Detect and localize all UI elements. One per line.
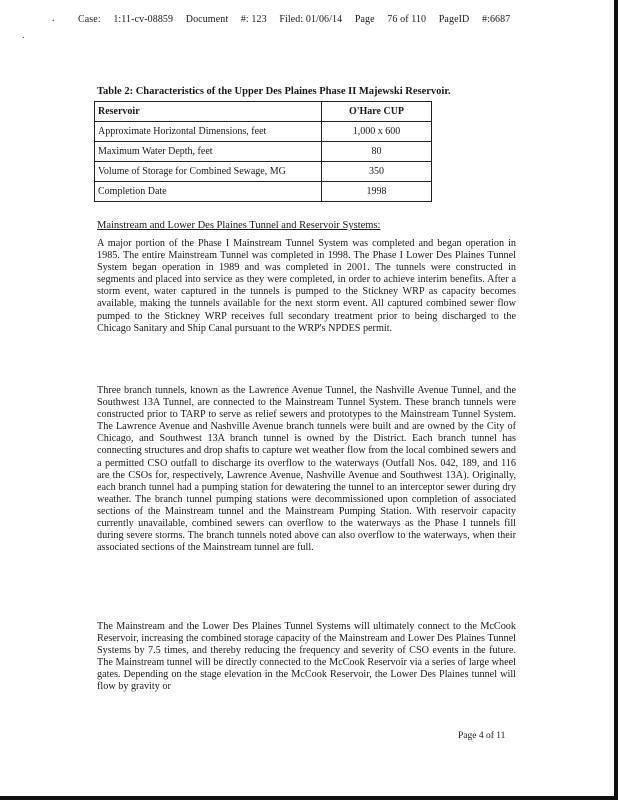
row-value: 350 xyxy=(322,162,432,182)
column-header-ohare-cup: O'Hare CUP xyxy=(322,102,432,122)
section-heading: Mainstream and Lower Des Plaines Tunnel and Reservoir Systems: xyxy=(97,220,381,231)
table-row xyxy=(95,182,432,202)
page-footer: Page 4 of 11 xyxy=(458,731,506,741)
scan-edge-bottom xyxy=(0,796,618,800)
paragraph-1: A major portion of the Phase I Mainstream Tunnel System was completed and began operation in 1985. The entire Mainstream Tunnel was completed in 1998. The Phase I Lower Des Plaines Tunnel System began operation in 1989 and was completed in 2001. The tunnels were constructed in segments and placed into service as they were completed, in order to achieve interim benefits. After a storm event, water captured in the tunnels is pumped to the Stickney WRP as capacity becomes available, making the tunnels available for the next storm event. All captured combined sewer flow pumped to the Stickney WRP receives full secondary treatment prior to being discharged to the Chicago Sanitary and Ship Canal pursuant to the WRP's NPDES permit. xyxy=(97,238,516,334)
header-page: Page xyxy=(354,14,375,25)
row-label: Approximate Horizontal Dimensions, feet xyxy=(95,122,322,142)
column-header-reservoir: Reservoir xyxy=(95,102,322,122)
header-case-number: 1:11-cv-08859 xyxy=(113,14,174,25)
row-label: Volume of Storage for Combined Sewage, MG xyxy=(95,162,322,182)
row-value: 1,000 x 600 xyxy=(322,122,432,142)
table-title: Table 2: Characteristics of the Upper Des Plaines Phase II Majewski Reservoir. xyxy=(97,86,451,97)
row-label: Maximum Water Depth, feet xyxy=(95,142,322,162)
paragraph-2: Three branch tunnels, known as the Lawrence Avenue Tunnel, the Nashville Avenue Tunnel, and the Southwest 13A Tunnel, are connected to the Mainstream Tunnel System. These branch tunnels were constructed prior to TARP to serve as relief sewers and prototypes to the Mainstream Tunnel System. The Lawrence Avenue and Nashville Avenue branch tunnels were built and are owned by the City of Chicago, and Southwest 13A branch tunnel is owned by the District. Each branch tunnel has connecting structures and drop shafts to capture wet weather flow from the local combined sewers and a permitted CSO outfall to discharge its overflow to the waterways (Outfall Nos. 042, 189, and 116 are the CSOs for, respectively, Lawrence Avenue, Nashville Avenue and Southwest 13A). Originally, each branch tunnel had a pumping station for dewatering the tunnel to an interceptor sewer during dry weather. The branch tunnel pumping stations were decommissioned upon completion of associated sections of the Mainstream tunnel and the Mainstream Pumping Station. With reservoir capacity currently unavailable, combined sewers can overflow to the waterways as the Phase I tunnels fill during severe storms. The branch tunnels noted above can also overflow to the waterways, when their associated sections of the Mainstream tunnel are full. xyxy=(97,385,516,554)
header-document: Document xyxy=(185,14,229,25)
scan-speck: . xyxy=(52,13,55,24)
row-label: Completion Date xyxy=(95,182,322,202)
scan-edge-right xyxy=(614,0,618,800)
table-row xyxy=(95,162,432,182)
header-document-number: #: 123 xyxy=(240,14,267,25)
table-header-row xyxy=(95,102,432,122)
table-row xyxy=(95,142,432,162)
reservoir-characteristics-table xyxy=(94,101,432,202)
court-filing-header xyxy=(78,14,598,25)
header-page-id: PageID xyxy=(438,14,470,25)
header-page-id-number: #:6687 xyxy=(481,14,511,25)
scan-speck: . xyxy=(22,30,25,41)
row-value: 80 xyxy=(322,142,432,162)
header-filed: Filed: 01/06/14 xyxy=(279,14,343,25)
header-page-of: 76 of 110 xyxy=(387,14,427,25)
row-value: 1998 xyxy=(322,182,432,202)
header-case: Case: xyxy=(78,14,101,25)
table-row xyxy=(95,122,432,142)
paragraph-3: The Mainstream and the Lower Des Plaines Tunnel Systems will ultimately connect to the McCook Reservoir, increasing the combined storage capacity of the Mainstream and Lower Des Plaines Tunnel Systems by 7.5 times, and thereby reducing the frequency and severity of CSO events in the future. The Mainstream tunnel will be directly connected to the McCook Reservoir via a series of large wheel gates. Depending on the stage elevation in the McCook Reservoir, the Lower Des Plaines tunnel will flow by gravity or xyxy=(97,621,516,693)
